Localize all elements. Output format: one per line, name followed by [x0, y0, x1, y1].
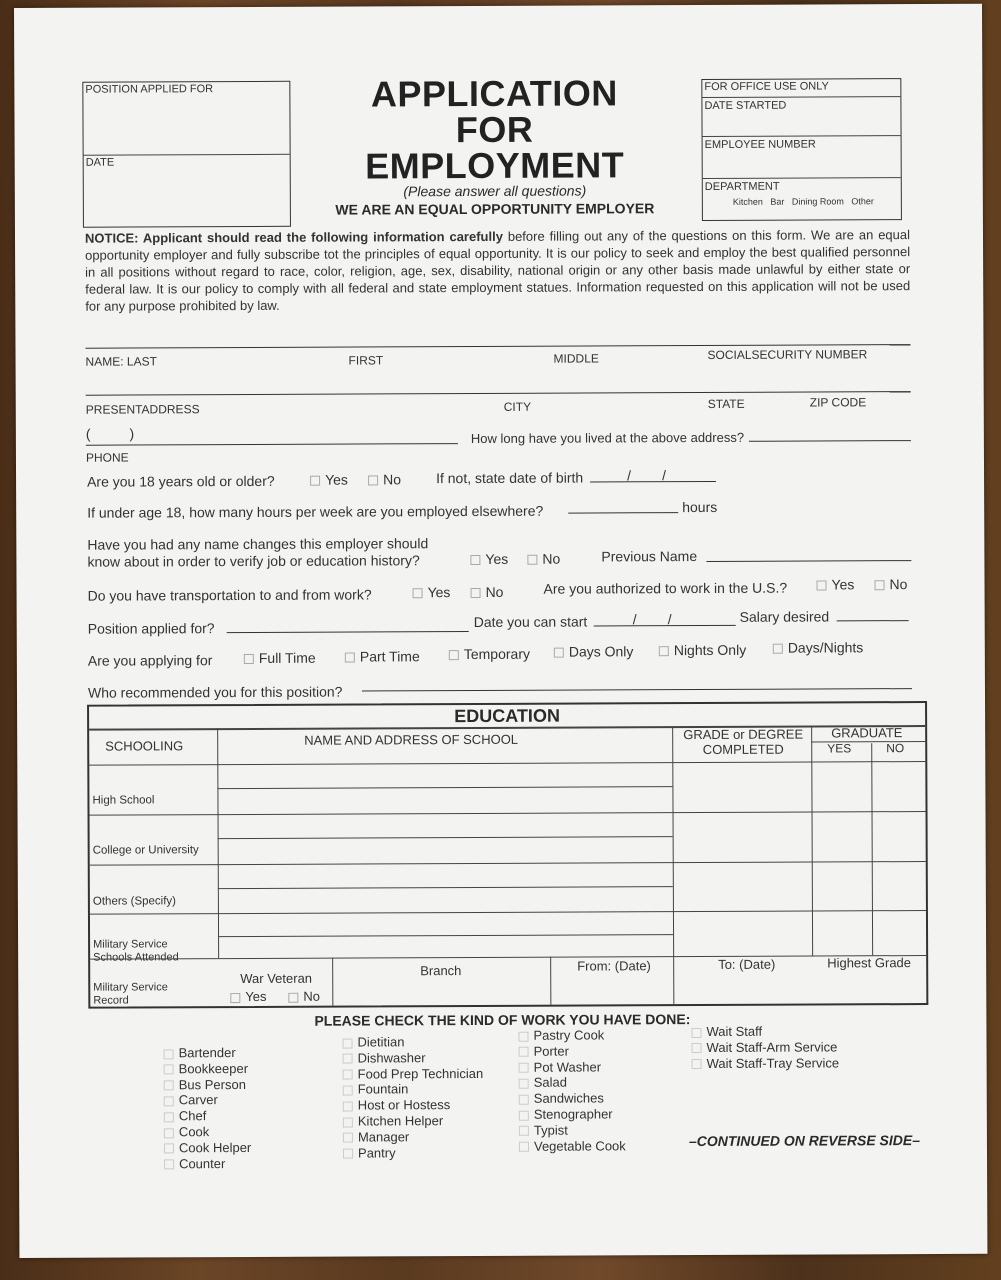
checkbox-icon [343, 1133, 353, 1143]
work-option[interactable]: Cook Helper [164, 1140, 251, 1156]
checkbox-icon [519, 1063, 529, 1073]
col-grade: GRADE or DEGREE COMPLETED [683, 726, 804, 758]
continued-note: –CONTINUED ON REVERSE SIDE– [688, 1132, 921, 1150]
work-heading: PLEASE CHECK THE KIND OF WORK YOU HAVE DONE: [314, 1011, 691, 1029]
work-option[interactable]: Wait Staff-Tray Service [692, 1055, 840, 1071]
checkbox-icon [519, 1142, 529, 1152]
work-option[interactable]: Bookkeeper [164, 1061, 251, 1077]
work-column-3 [518, 1027, 625, 1154]
option-temporary[interactable]: Temporary [449, 646, 530, 662]
checkbox-icon [691, 1028, 701, 1038]
checkbox-icon [817, 581, 827, 591]
education-table [87, 701, 928, 1009]
education-heading: EDUCATION [454, 705, 560, 727]
address-label: PRESENTADDRESS [85, 402, 200, 417]
name-change-question-1: Have you had any name changes this employer should [87, 535, 429, 553]
checkbox-icon [692, 1059, 702, 1069]
phone-area-code: ( ) [85, 425, 135, 442]
age18-question: Are you 18 years old or older? [87, 472, 275, 490]
checkbox-icon [527, 555, 537, 565]
application-form [14, 4, 987, 1258]
checkbox-icon [471, 588, 481, 598]
checkbox-icon [773, 644, 783, 654]
checkbox-icon [875, 581, 885, 591]
checkbox-icon [343, 1085, 353, 1095]
salary-line[interactable] [837, 620, 909, 621]
work-option[interactable]: Wait Staff-Arm Service [692, 1039, 840, 1055]
checkbox-icon [470, 555, 480, 565]
checkbox-icon [345, 653, 355, 663]
checkbox-icon [230, 993, 240, 1003]
row-military-schools: Military Service Schools Attended [93, 938, 179, 964]
name-last-label: NAME: LAST [85, 354, 157, 369]
option-nights-only[interactable]: Nights Only [659, 642, 746, 658]
start-date-separators: / / [632, 611, 672, 628]
work-option[interactable]: Bartender [164, 1045, 251, 1061]
row-military-record: Military Service Record [93, 981, 168, 1007]
name-change-yes[interactable]: Yes [470, 551, 508, 567]
checkbox-icon [519, 1095, 529, 1105]
checkbox-icon [343, 1070, 353, 1080]
age18-no[interactable]: No [368, 471, 401, 487]
checkbox-icon [519, 1079, 529, 1089]
option-part-time[interactable]: Part Time [345, 648, 420, 664]
checkbox-icon [518, 1031, 528, 1041]
form-title: APPLICATION FOR EMPLOYMENT [365, 72, 625, 187]
middle-name-label: MIDDLE [553, 351, 599, 366]
checkbox-icon [310, 476, 320, 486]
checkbox-icon [164, 1096, 174, 1106]
work-column-4 [691, 1023, 839, 1071]
office-use-box [701, 78, 902, 221]
work-option[interactable]: Carver [164, 1092, 251, 1108]
highest-grade-label: Highest Grade [827, 955, 912, 971]
checkbox-icon [692, 1043, 702, 1053]
name-change-no[interactable]: No [527, 551, 560, 567]
checkbox-icon [554, 648, 564, 658]
checkbox-icon [164, 1159, 174, 1169]
checkbox-icon [164, 1144, 174, 1154]
work-option[interactable]: Wait Staff [691, 1023, 839, 1039]
date-started-label: DATE STARTED [704, 99, 787, 112]
dob-question: If not, state date of birth [436, 469, 584, 487]
to-date-label: To: (Date) [718, 956, 776, 972]
branch-label: Branch [420, 963, 462, 979]
work-option[interactable]: Salad [519, 1075, 626, 1091]
row-college: College or University [92, 844, 199, 857]
subtitle: (Please answer all questions) [403, 182, 587, 200]
checkbox-icon [164, 1112, 174, 1122]
under18-question: If under age 18, how many hours per week are you employed elsewhere? [87, 502, 544, 521]
authorized-yes[interactable]: Yes [816, 576, 854, 592]
name-change-question-2: know about in order to verify job or education history? [87, 552, 420, 570]
checkbox-icon [164, 1128, 174, 1138]
checkbox-icon [288, 992, 298, 1002]
work-option[interactable]: Host or Hostess [343, 1097, 484, 1113]
address-line[interactable] [86, 391, 911, 396]
eeo-statement: WE ARE AN EQUAL OPPORTUNITY EMPLOYER [335, 200, 655, 218]
authorized-no[interactable]: No [874, 576, 907, 592]
col-graduate: GRADUATE [831, 725, 903, 741]
work-option[interactable]: Counter [164, 1156, 251, 1172]
salary-label: Salary desired [739, 608, 830, 625]
checkbox-icon [343, 1149, 353, 1159]
col-schooling: SCHOOLING [105, 738, 184, 754]
work-option[interactable]: Manager [343, 1129, 484, 1145]
work-option[interactable]: Food Prep Technician [343, 1066, 484, 1082]
checkbox-icon [343, 1054, 353, 1064]
phone-line[interactable] [86, 443, 458, 446]
state-label: STATE [707, 396, 745, 411]
position-label: POSITION APPLIED FOR [85, 83, 214, 96]
transport-question: Do you have transportation to and from work? [87, 586, 372, 604]
checkbox-icon [164, 1080, 174, 1090]
position-question: Position applied for? [87, 620, 215, 637]
hours-label: hours [682, 498, 718, 516]
checkbox-icon [342, 1038, 352, 1048]
employee-number-label: EMPLOYEE NUMBER [704, 138, 816, 151]
col-graduate-no: NO [886, 741, 905, 756]
phone-label: PHONE [85, 450, 129, 465]
work-option[interactable]: Dietitian [342, 1034, 483, 1050]
checkbox-icon [164, 1065, 174, 1075]
work-option[interactable]: Fountain [343, 1081, 484, 1097]
work-option[interactable]: Chef [164, 1108, 251, 1124]
work-option[interactable]: Cook [164, 1124, 251, 1140]
recommended-question: Who recommended you for this position? [87, 683, 343, 701]
work-option[interactable]: Sandwiches [519, 1091, 626, 1107]
work-option[interactable]: Bus Person [164, 1077, 251, 1093]
checkbox-icon [659, 646, 669, 656]
work-option[interactable]: Typist [519, 1122, 626, 1138]
date-label: DATE [85, 156, 115, 169]
hours-line[interactable] [568, 512, 678, 513]
checkbox-icon [413, 589, 423, 599]
city-label: CITY [503, 399, 532, 414]
row-others: Others (Specify) [92, 895, 177, 908]
checkbox-icon [368, 476, 378, 486]
checkbox-icon [164, 1049, 174, 1059]
option-days-nights[interactable]: Days/Nights [773, 639, 864, 655]
work-option[interactable]: Pot Washer [519, 1059, 626, 1075]
how-long-line[interactable] [749, 440, 911, 442]
work-option[interactable]: Pantry [343, 1145, 484, 1161]
transport-yes[interactable]: Yes [413, 584, 451, 600]
previous-name-line[interactable] [706, 560, 911, 562]
work-option[interactable]: Vegetable Cook [519, 1138, 626, 1154]
war-veteran-label: War Veteran [240, 970, 313, 987]
checkbox-icon [343, 1117, 353, 1127]
position-line[interactable] [227, 631, 469, 633]
recommended-line[interactable] [362, 688, 912, 691]
work-option[interactable]: Stenographer [519, 1106, 626, 1122]
col-school-name: NAME AND ADDRESS OF SCHOOL [304, 731, 519, 748]
applying-for-question: Are you applying for [87, 652, 213, 669]
work-column-2 [342, 1034, 483, 1161]
checkbox-icon [244, 654, 254, 664]
ssn-label: SOCIALSECURITY NUMBER [707, 347, 868, 362]
col-graduate-yes: YES [827, 741, 852, 756]
checkbox-icon [519, 1126, 529, 1136]
zip-label: ZIP CODE [809, 395, 867, 410]
transport-no[interactable]: No [471, 584, 504, 600]
notice-paragraph: NOTICE: Applicant should read the following information carefully before filling out any of the questions on this form. We are an equal opportunity employer and fully subscribe tot the principles of equal opportunity. It is our policy to seek and employ the best qualified personnel in all positions without regard to race, color, religion, age, sex, disability, national origin or any other basis made unlawful by either state or federal law. It is our policy to comply with all federal and state employment statues. Information requested on this application will not be used for any purpose prohibited by law. [84, 227, 911, 314]
option-days-only[interactable]: Days Only [554, 643, 634, 659]
work-column-1 [164, 1045, 252, 1172]
start-date-question: Date you can start [473, 613, 588, 630]
from-date-label: From: (Date) [577, 958, 651, 974]
work-option[interactable]: Dishwasher [343, 1050, 484, 1066]
dob-separators: / / [627, 467, 666, 484]
first-name-label: FIRST [348, 353, 384, 368]
option-full-time[interactable]: Full Time [244, 650, 316, 666]
how-long-question: How long have you lived at the above address? [470, 429, 745, 447]
checkbox-icon [519, 1047, 529, 1057]
work-option[interactable]: Pastry Cook [518, 1027, 625, 1043]
authorized-question: Are you authorized to work in the U.S.? [543, 579, 788, 597]
war-veteran-yes[interactable]: Yes [230, 989, 266, 1004]
checkbox-icon [519, 1110, 529, 1120]
checkbox-icon [343, 1101, 353, 1111]
work-option[interactable]: Kitchen Helper [343, 1113, 484, 1129]
work-option[interactable]: Porter [519, 1043, 626, 1059]
office-use-heading: FOR OFFICE USE ONLY [704, 80, 829, 93]
checkbox-icon [449, 650, 459, 660]
previous-name-label: Previous Name [601, 548, 698, 565]
department-options: Kitchen Bar Dining Room Other [732, 196, 874, 207]
age18-yes[interactable]: Yes [310, 472, 348, 488]
position-box [82, 81, 291, 228]
row-high-school: High School [92, 794, 155, 807]
department-label: DEPARTMENT [704, 180, 780, 193]
war-veteran-no[interactable]: No [288, 989, 320, 1004]
